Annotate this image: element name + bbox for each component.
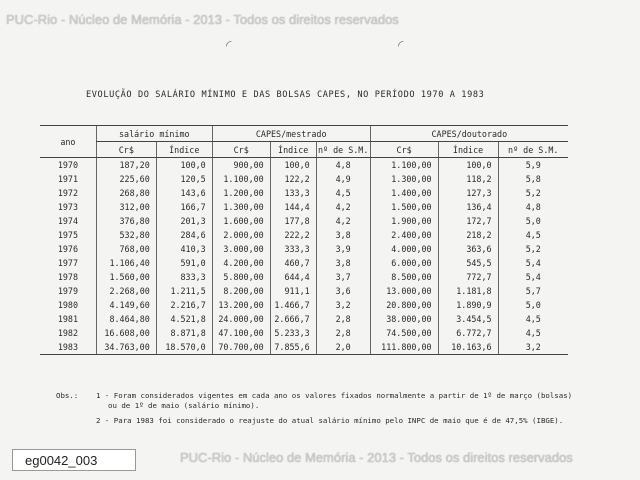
table-row [40, 228, 568, 242]
cell-me-sm: 4,8 [316, 158, 370, 173]
cell-sm-cr: 4.149,60 [96, 298, 156, 312]
cell-do-ind: 6.772,7 [438, 326, 498, 340]
cell-do-sm: 4,5 [498, 326, 568, 340]
table-row [40, 158, 568, 173]
cell-me-cr: 8.200,00 [212, 284, 270, 298]
cell-ano: 1979 [57, 286, 78, 296]
cell-me-sm: 4,2 [316, 200, 370, 214]
cell-do-cr: 111.800,00 [370, 340, 438, 355]
header-sm-indice: Índice [156, 142, 212, 158]
header-salario-minimo: salário mínimo [96, 126, 212, 142]
cell-do-cr: 1.900,00 [370, 214, 438, 228]
cell-me-cr: 1.100,00 [212, 172, 270, 186]
cell-me-ind: 2.666,7 [270, 312, 316, 326]
cell-me-ind: 333,3 [270, 242, 316, 256]
cell-ano: 1973 [57, 202, 78, 212]
cell-sm-ind: 410,3 [156, 242, 212, 256]
cell-ano: 1971 [57, 174, 78, 184]
cell-sm-cr: 268,80 [96, 186, 156, 200]
cell-sm-cr: 2.268,00 [96, 284, 156, 298]
table-row [40, 200, 568, 214]
cell-sm-ind: 120,5 [156, 172, 212, 186]
cell-me-ind: 644,4 [270, 270, 316, 284]
cell-me-sm: 3,6 [316, 284, 370, 298]
cell-me-ind: 177,8 [270, 214, 316, 228]
cell-sm-ind: 1.211,5 [156, 284, 212, 298]
cell-sm-cr: 532,80 [96, 228, 156, 242]
header-me-cr: Cr$ [212, 142, 270, 158]
cell-ano: 1976 [57, 244, 78, 254]
header-do-sm: nº de S.M. [498, 142, 568, 158]
cell-do-sm: 5,2 [498, 186, 568, 200]
cell-me-cr: 1.200,00 [212, 186, 270, 200]
cell-do-ind: 1.890,9 [438, 298, 498, 312]
cell-do-cr: 20.800,00 [370, 298, 438, 312]
cell-me-cr: 24.000,00 [212, 312, 270, 326]
obs-note-1: 1 - Foram considerados vigentes em cada ano os valores fixados normalmente a partir de 1º de março (bolsas) [96, 391, 573, 400]
cell-sm-ind: 833,3 [156, 270, 212, 284]
table-row [40, 270, 568, 284]
cell-me-cr: 47.100,00 [212, 326, 270, 340]
cell-me-sm: 2,0 [316, 340, 370, 355]
cell-me-sm: 3,7 [316, 270, 370, 284]
cell-do-sm: 4,5 [498, 312, 568, 326]
cell-me-sm: 2,8 [316, 312, 370, 326]
cell-sm-cr: 768,00 [96, 242, 156, 256]
cell-sm-cr: 1.560,00 [96, 270, 156, 284]
cell-do-ind: 136,4 [438, 200, 498, 214]
watermark-bottom: PUC-Rio - Núcleo de Memória - 2013 - Todos os direitos reservados [180, 450, 573, 465]
cell-me-cr: 5.800,00 [212, 270, 270, 284]
cell-do-ind: 118,2 [438, 172, 498, 186]
header-capes-mestrado: CAPES/mestrado [212, 126, 370, 142]
cell-sm-cr: 376,80 [96, 214, 156, 228]
obs-note-2: 2 - Para 1983 foi considerado o reajuste do atual salário mínimo pelo INPC de maio que é de 47,5% (IBGE). [96, 416, 564, 425]
cell-me-cr: 3.000,00 [212, 242, 270, 256]
table-row [40, 214, 568, 228]
cell-sm-ind: 591,0 [156, 256, 212, 270]
cell-ano: 1981 [57, 314, 78, 324]
cell-sm-cr: 1.106,40 [96, 256, 156, 270]
table-row [40, 340, 568, 355]
cell-do-cr: 6.000,00 [370, 256, 438, 270]
cell-do-cr: 1.400,00 [370, 186, 438, 200]
cell-me-cr: 1.300,00 [212, 200, 270, 214]
table-row [40, 256, 568, 270]
cell-me-sm: 3,8 [316, 256, 370, 270]
cell-ano: 1978 [57, 272, 78, 282]
cell-do-ind: 10.163,6 [438, 340, 498, 355]
table-row [40, 186, 568, 200]
cell-me-cr: 13.200,00 [212, 298, 270, 312]
cell-do-sm: 5,0 [498, 298, 568, 312]
cell-me-sm: 4,9 [316, 172, 370, 186]
table-row [40, 298, 568, 312]
cell-ano: 1982 [57, 328, 78, 338]
cell-me-ind: 144,4 [270, 200, 316, 214]
cell-do-ind: 127,3 [438, 186, 498, 200]
cell-me-cr: 70.700,00 [212, 340, 270, 355]
cell-sm-ind: 201,3 [156, 214, 212, 228]
cell-me-ind: 460,7 [270, 256, 316, 270]
header-sm-cr: Cr$ [96, 142, 156, 158]
cell-me-ind: 5.233,3 [270, 326, 316, 340]
cell-me-sm: 3,2 [316, 298, 370, 312]
cell-sm-cr: 187,20 [96, 158, 156, 173]
document-title: EVOLUÇÃO DO SALÁRIO MÍNIMO E DAS BOLSAS CAPES, NO PERÍODO 1970 A 1983 [86, 90, 485, 100]
cell-me-ind: 133,3 [270, 186, 316, 200]
punch-hole-icon: ◜ [226, 38, 232, 54]
cell-sm-cr: 16.608,00 [96, 326, 156, 340]
cell-do-ind: 1.181,8 [438, 284, 498, 298]
cell-do-cr: 4.000,00 [370, 242, 438, 256]
cell-do-sm: 5,2 [498, 242, 568, 256]
cell-do-sm: 5,7 [498, 284, 568, 298]
cell-sm-ind: 2.216,7 [156, 298, 212, 312]
cell-do-cr: 2.400,00 [370, 228, 438, 242]
header-me-indice: Índice [270, 142, 316, 158]
cell-do-ind: 363,6 [438, 242, 498, 256]
obs-note-1-cont: ou de 1º de maio (salário mínimo). [108, 401, 260, 410]
cell-me-ind: 122,2 [270, 172, 316, 186]
cell-me-ind: 1.466,7 [270, 298, 316, 312]
cell-sm-cr: 34.763,00 [96, 340, 156, 355]
cell-do-ind: 772,7 [438, 270, 498, 284]
cell-sm-ind: 8.871,8 [156, 326, 212, 340]
header-do-cr: Cr$ [370, 142, 438, 158]
table-row [40, 172, 568, 186]
obs-label: Obs.: [56, 391, 79, 400]
cell-me-sm: 4,5 [316, 186, 370, 200]
punch-hole-icon: ◜ [398, 38, 404, 54]
cell-sm-ind: 18.570,0 [156, 340, 212, 355]
cell-ano: 1977 [57, 258, 78, 268]
cell-me-ind: 100,0 [270, 158, 316, 173]
cell-do-cr: 8.500,00 [370, 270, 438, 284]
image-id-label: eg0042_003 [12, 449, 136, 471]
cell-do-cr: 1.500,00 [370, 200, 438, 214]
header-me-sm: nº de S.M. [316, 142, 370, 158]
cell-do-ind: 3.454,5 [438, 312, 498, 326]
header-ano: ano [40, 126, 96, 158]
cell-sm-cr: 312,00 [96, 200, 156, 214]
cell-do-sm: 5,8 [498, 172, 568, 186]
cell-sm-ind: 100,0 [156, 158, 212, 173]
cell-do-sm: 4,8 [498, 200, 568, 214]
cell-ano: 1974 [57, 216, 78, 226]
cell-sm-cr: 8.464,80 [96, 312, 156, 326]
cell-do-sm: 5,4 [498, 256, 568, 270]
cell-sm-ind: 4.521,8 [156, 312, 212, 326]
cell-do-sm: 3,2 [498, 340, 568, 355]
table-row [40, 284, 568, 298]
table-row [40, 326, 568, 340]
cell-ano: 1975 [57, 230, 78, 240]
cell-sm-ind: 284,6 [156, 228, 212, 242]
cell-do-ind: 218,2 [438, 228, 498, 242]
cell-do-ind: 100,0 [438, 158, 498, 173]
cell-do-ind: 172,7 [438, 214, 498, 228]
cell-do-cr: 74.500,00 [370, 326, 438, 340]
cell-me-ind: 222,2 [270, 228, 316, 242]
header-do-indice: Índice [438, 142, 498, 158]
cell-do-cr: 38.000,00 [370, 312, 438, 326]
watermark-top: PUC-Rio - Núcleo de Memória - 2013 - Todos os direitos reservados [6, 12, 399, 27]
cell-me-cr: 900,00 [212, 158, 270, 173]
cell-do-cr: 1.300,00 [370, 172, 438, 186]
table-row [40, 242, 568, 256]
cell-me-cr: 4.200,00 [212, 256, 270, 270]
cell-me-sm: 2,8 [316, 326, 370, 340]
cell-ano: 1983 [40, 340, 96, 355]
cell-me-cr: 2.000,00 [212, 228, 270, 242]
cell-me-sm: 3,8 [316, 228, 370, 242]
cell-me-ind: 7.855,6 [270, 340, 316, 355]
header-capes-doutorado: CAPES/doutorado [370, 126, 568, 142]
cell-me-ind: 911,1 [270, 284, 316, 298]
cell-sm-cr: 225,60 [96, 172, 156, 186]
cell-ano: 1980 [57, 300, 78, 310]
cell-do-cr: 13.000,00 [370, 284, 438, 298]
cell-do-sm: 5,0 [498, 214, 568, 228]
cell-me-sm: 3,9 [316, 242, 370, 256]
cell-do-sm: 5,9 [498, 158, 568, 173]
cell-do-cr: 1.100,00 [370, 158, 438, 173]
observations [56, 391, 616, 426]
data-table [40, 125, 568, 355]
cell-sm-ind: 166,7 [156, 200, 212, 214]
cell-me-cr: 1.600,00 [212, 214, 270, 228]
cell-ano: 1972 [57, 188, 78, 198]
table-row [40, 312, 568, 326]
cell-do-sm: 5,4 [498, 270, 568, 284]
cell-me-sm: 4,2 [316, 214, 370, 228]
cell-do-sm: 4,5 [498, 228, 568, 242]
cell-sm-ind: 143,6 [156, 186, 212, 200]
cell-do-ind: 545,5 [438, 256, 498, 270]
cell-ano: 1970 [57, 160, 78, 170]
